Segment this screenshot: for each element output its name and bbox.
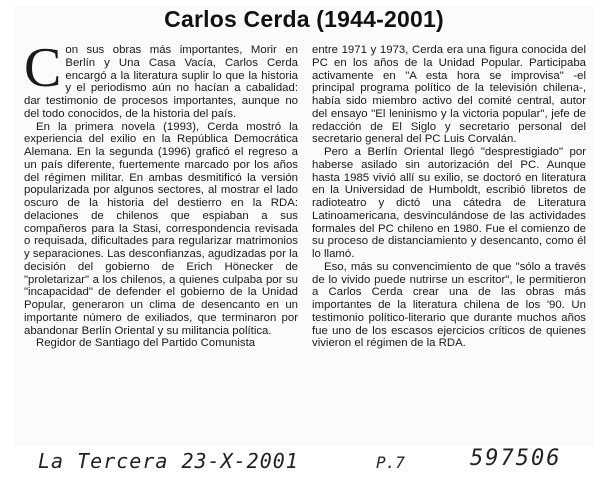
- article-title: Carlos Cerda (1944-2001): [164, 6, 444, 32]
- paragraph: En la primera novela (1993), Cerda mostró la experiencia del exilio en la República Democrática Alemana. En la segunda (1996) graficó el regreso a un país diferente, fuertemente marcado por los años del régimen militar. En ambas desmitificó la versión popularizada por algunos sectores, al mostrar el lado oscuro de la historia del destierro en la RDA: delaciones de chilenos que espiaban a sus compañeros para la Stasi, correspondencia revisada o requisada, dificultades para regularizar matrimonios y separaciones. Las desconfianzas, agudizadas por la decisión del gobierno de Erich Hönecker de "proletarizar" a los chilenos, a quienes culpaba por su "incapacidad" de defender el gobierno de la Unidad Popular, generaron un clima de desencanto en un importante número de exiliados, que terminaron por abandonar Berlín Oriental y su militancia política.: [24, 120, 298, 337]
- paragraph: entre 1971 y 1973, Cerda era una figura conocida del PC en los años de la Unidad Popular. Participaba activamente en "A esta hora se improvisa" -el principal programa político de la televisión chilena-, había sido miembro activo del comité central, autor del ensayo "El leninismo y la victoria popular", jefe de redacción de El Siglo y secretario personal del secretario general del PC Luis Corvalán.: [312, 44, 586, 146]
- drop-cap: C: [24, 37, 62, 99]
- paragraph: [24, 37, 298, 121]
- newspaper-clipping: [14, 6, 594, 446]
- paragraph-text: on sus obras más importantes, Morir en Berlín y Una Casa Vacía, Carlos Cerda encargó a la literatura suplir lo que la historia y el periodismo aún no hacían a cabalidad: dar testimonio de procesos importantes, aunque no del todo conocidos, de la historia del país.: [24, 44, 298, 120]
- paragraph: Eso, más su convencimiento de que "sólo a través de lo vivido puede nutrirse un escritor", le permitieron a Carlos Cerda crear una de las obras más importantes de la literatura chilena de los '90. Un testimonio político-literario que durante muchos años fue uno de los escasos ejercicios críticos de quienes vivieron el régimen de la RDA.: [312, 260, 586, 350]
- handwritten-archive-number: 597506: [470, 446, 562, 471]
- paragraph: Regidor de Santiago del Partido Comunista: [36, 337, 256, 350]
- handwritten-source-note: La Tercera 23-X-2001: [38, 449, 299, 473]
- right-column: [312, 44, 586, 350]
- left-column: [24, 37, 298, 350]
- handwritten-page-note: P.7: [376, 453, 405, 472]
- paragraph: Pero a Berlín Oriental llegó "desprestigiado" por haberse asilado sin autorización del PC. Aunque hasta 1985 vivió allí su exilio, se doctoró en literatura en la Universidad de Humboldt, escribió libretos de radioteatro y dictó una cátedra de Literatura Latinoamericana, desvinculándose de las actividades formales del PC chileno en 1980. Fue el comienzo de su proceso de distanciamiento y desencanto, como él lo llamó.: [312, 146, 586, 260]
